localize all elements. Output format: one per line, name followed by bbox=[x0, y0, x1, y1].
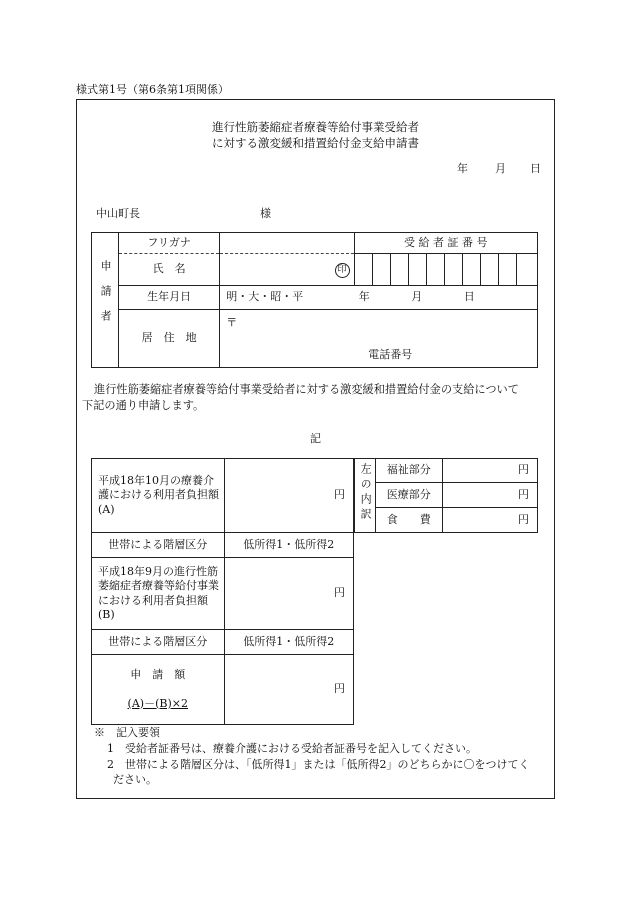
addressee-name: 中山町長 bbox=[96, 207, 140, 220]
cert-digit-9[interactable] bbox=[498, 254, 516, 286]
breakdown-welfare-label: 福祉部分 bbox=[375, 459, 442, 483]
cert-digit-6[interactable] bbox=[444, 254, 462, 286]
seal-mark: 印 bbox=[335, 263, 350, 278]
apply-amount-value[interactable]: 円 bbox=[224, 655, 353, 725]
breakdown-food-amount[interactable]: 円 bbox=[442, 508, 537, 533]
row-a-label: 平成18年10月の療養介護における利用者負担額(A) bbox=[92, 459, 225, 533]
dob-label: 生年月日 bbox=[119, 286, 220, 310]
title-line-2: に対する激変緩和措置給付金支給申請書 bbox=[212, 136, 419, 150]
breakdown-medical-label: 医療部分 bbox=[375, 483, 442, 508]
apply-amount-cell bbox=[92, 655, 225, 725]
name-label: 氏 名 bbox=[119, 254, 220, 286]
cert-digit-4[interactable] bbox=[408, 254, 426, 286]
breakdown-label: 左の内訳 bbox=[355, 459, 376, 533]
row-b-label: 平成18年9月の進行性筋萎縮症者療養等給付事業における利用者負担額(B) bbox=[92, 558, 225, 630]
dob-input[interactable] bbox=[220, 286, 538, 310]
statement-line-1: 進行性筋萎縮症者療養等給付事業受給者に対する激変緩和措置給付金の支給について bbox=[94, 383, 519, 396]
note-item-2-cont: ださい。 bbox=[113, 773, 157, 786]
statement-line-2: 下記の通り申請します。 bbox=[82, 399, 205, 412]
title-line-1: 進行性筋萎縮症者療養等給付事業受給者 bbox=[212, 120, 419, 134]
era-options: 明・大・昭・平 bbox=[226, 290, 304, 304]
address-label: 居 住 地 bbox=[119, 310, 220, 368]
cert-digit-5[interactable] bbox=[426, 254, 444, 286]
row-a-amount[interactable]: 円 bbox=[224, 459, 353, 533]
breakdown-medical-amount[interactable]: 円 bbox=[442, 483, 537, 508]
form-number: 様式第1号（第6条第1項関係） bbox=[76, 83, 229, 96]
ki-label: 記 bbox=[310, 432, 321, 445]
note-item-2: 2 世帯による階層区分は、「低所得1」または「低所得2」のどちらかに〇をつけてく bbox=[107, 758, 530, 771]
apply-amount-label: 申 請 額 bbox=[130, 668, 186, 682]
address-input[interactable] bbox=[220, 310, 538, 368]
certificate-label: 受 給 者 証 番 号 bbox=[354, 233, 537, 254]
breakdown-food-label: 食 費 bbox=[375, 508, 442, 533]
household-options-b[interactable]: 低所得1・低所得2 bbox=[224, 630, 353, 655]
note-item-1: 1 受給者証番号は、療養介護における受給者証番号を記入してください。 bbox=[107, 742, 477, 755]
applicant-table bbox=[91, 232, 538, 368]
cert-digit-2[interactable] bbox=[372, 254, 390, 286]
household-label-a: 世帯による階層区分 bbox=[92, 533, 225, 558]
cert-digit-8[interactable] bbox=[480, 254, 498, 286]
cert-digit-7[interactable] bbox=[462, 254, 480, 286]
household-label-b: 世帯による階層区分 bbox=[92, 630, 225, 655]
applicant-section-label: 申請者 bbox=[92, 233, 119, 368]
breakdown-welfare-amount[interactable]: 円 bbox=[442, 459, 537, 483]
household-options-a[interactable]: 低所得1・低所得2 bbox=[224, 533, 353, 558]
apply-formula: (A)－(B)×2 bbox=[127, 696, 188, 710]
dob-day: 日 bbox=[463, 290, 475, 304]
row-b-amount[interactable]: 円 bbox=[224, 558, 353, 630]
breakdown-table bbox=[354, 458, 538, 533]
phone-label: 電話番号 bbox=[368, 348, 413, 361]
postal-mark: 〒 bbox=[226, 316, 238, 329]
name-input[interactable] bbox=[220, 254, 354, 286]
cert-digit-10[interactable] bbox=[516, 254, 537, 286]
date-day: 日 bbox=[530, 162, 541, 175]
dob-month: 月 bbox=[411, 290, 423, 304]
amount-table bbox=[91, 458, 354, 725]
date-month: 月 bbox=[495, 162, 506, 175]
dob-year: 年 bbox=[358, 290, 370, 304]
cert-digit-3[interactable] bbox=[390, 254, 408, 286]
furigana-input[interactable] bbox=[220, 233, 354, 254]
addressee-honorific: 様 bbox=[260, 207, 271, 220]
cert-digit-1[interactable] bbox=[354, 254, 372, 286]
date-year: 年 bbox=[457, 162, 468, 175]
notes-header: ※ 記入要領 bbox=[94, 726, 160, 739]
furigana-label: フリガナ bbox=[119, 233, 220, 254]
